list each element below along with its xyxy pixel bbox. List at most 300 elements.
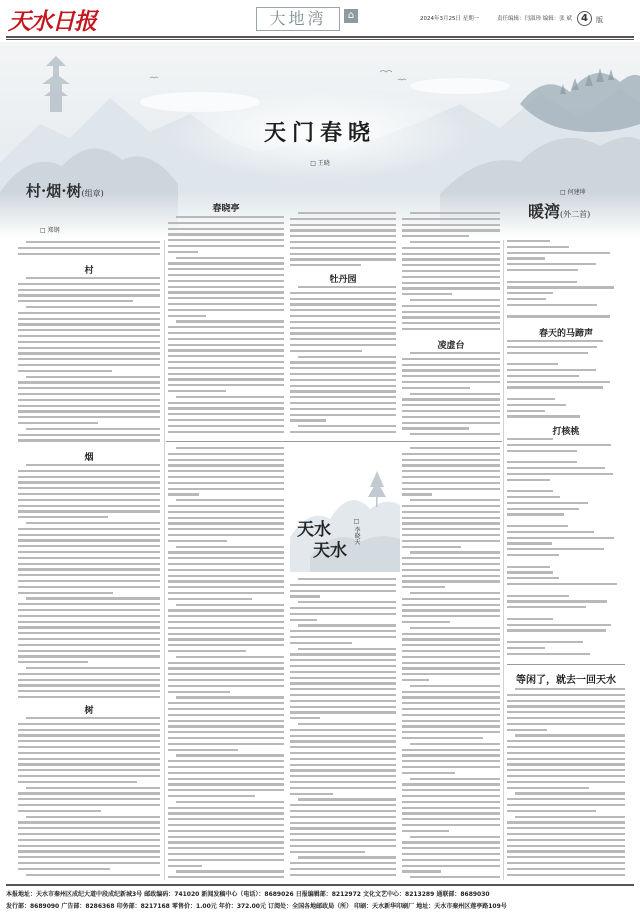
text-line — [402, 517, 500, 519]
text-line — [26, 874, 160, 876]
text-line — [507, 868, 625, 870]
text-line — [18, 644, 160, 646]
text-line — [18, 650, 160, 652]
text-line — [402, 662, 500, 664]
text-line — [402, 369, 500, 371]
text-line — [18, 696, 160, 698]
text-line — [298, 286, 396, 288]
body-text — [507, 688, 625, 880]
body-text — [18, 241, 160, 260]
text-line — [402, 282, 500, 284]
text-line — [507, 821, 625, 823]
text-line — [168, 592, 284, 594]
article-separator — [507, 664, 625, 665]
poems-title-text: 暖湾 — [528, 202, 561, 221]
text-line — [402, 731, 500, 733]
text-line — [290, 793, 333, 795]
text-line — [410, 352, 500, 354]
poems-author: □ 何建坤 — [560, 189, 586, 196]
text-line — [290, 845, 396, 847]
text-line — [402, 609, 500, 611]
text-line — [168, 413, 284, 415]
text-line — [176, 257, 284, 259]
text-line — [402, 696, 500, 698]
text-line — [168, 708, 284, 710]
text-line — [18, 632, 160, 634]
text-line — [290, 653, 396, 655]
text-line — [507, 548, 604, 550]
text-line — [168, 332, 284, 334]
text-line — [168, 280, 284, 282]
text-line — [507, 839, 625, 841]
text-line — [290, 224, 396, 226]
text-line — [290, 764, 396, 766]
text-line — [507, 850, 625, 852]
body-text — [18, 464, 160, 700]
text-line — [402, 270, 500, 272]
text-line — [515, 734, 625, 736]
text-line — [507, 641, 583, 643]
text-line — [168, 315, 206, 317]
right-bottom-article-title: 等闲了，就去一回天水 — [516, 675, 616, 686]
text-line — [290, 868, 396, 870]
text-line — [410, 551, 500, 553]
text-line — [507, 525, 568, 527]
text-line — [168, 575, 284, 577]
text-line — [18, 850, 160, 852]
text-line — [402, 812, 500, 814]
text-line — [290, 682, 396, 684]
text-line — [402, 575, 500, 577]
text-line — [176, 447, 284, 449]
text-line — [290, 804, 396, 806]
poems-title — [528, 199, 590, 222]
text-line — [168, 731, 284, 733]
text-line — [168, 528, 284, 530]
text-line — [168, 245, 284, 247]
text-line — [507, 490, 553, 492]
text-line — [168, 749, 238, 751]
text-line — [402, 247, 500, 249]
text-line — [402, 229, 500, 231]
text-line — [18, 655, 160, 657]
text-line — [402, 772, 455, 774]
text-line — [18, 856, 160, 858]
text-line — [507, 502, 588, 504]
text-line — [18, 839, 160, 841]
text-line — [18, 289, 160, 291]
text-line — [168, 505, 284, 507]
text-line — [402, 410, 500, 412]
text-line — [402, 708, 500, 710]
body-text — [290, 286, 396, 438]
text-line — [507, 531, 594, 533]
text-line — [18, 516, 108, 518]
text-line — [298, 723, 396, 725]
text-line — [290, 671, 396, 673]
text-line — [402, 679, 429, 681]
text-line — [290, 735, 396, 737]
text-line — [18, 493, 160, 495]
text-line — [176, 216, 284, 218]
text-line — [168, 297, 284, 299]
text-line — [402, 482, 500, 484]
text-line — [402, 422, 500, 424]
text-line — [290, 258, 396, 260]
article-separator — [166, 441, 502, 442]
text-line — [290, 229, 396, 231]
text-line — [290, 862, 396, 864]
text-line — [298, 356, 396, 358]
text-line — [290, 379, 396, 381]
text-line — [402, 667, 500, 669]
poem-heading: 春天的马蹄声 — [538, 329, 593, 339]
text-line — [168, 853, 284, 855]
text-line — [168, 303, 284, 305]
text-line — [18, 775, 160, 777]
text-line — [168, 361, 284, 363]
text-line — [507, 624, 611, 626]
text-line — [18, 729, 160, 731]
text-line — [402, 563, 500, 565]
text-line — [168, 557, 284, 559]
text-line — [168, 702, 284, 704]
text-line — [402, 638, 500, 640]
text-line — [26, 522, 160, 524]
text-line — [507, 537, 614, 539]
text-line — [402, 760, 500, 762]
text-line — [290, 332, 396, 334]
text-line — [290, 642, 352, 644]
text-line — [507, 369, 596, 371]
text-line — [402, 416, 500, 418]
text-line — [507, 473, 613, 475]
section-heading: 凌虚台 — [437, 341, 465, 351]
text-line — [402, 783, 500, 785]
middle-article-title-line2: 天水 — [313, 541, 347, 561]
text-line — [26, 667, 160, 669]
text-line — [168, 847, 284, 849]
text-line — [507, 298, 546, 300]
text-line — [410, 433, 500, 435]
text-line — [402, 511, 500, 513]
text-line — [18, 557, 160, 559]
text-line — [168, 407, 284, 409]
section-heading: 春晓亭 — [212, 204, 240, 214]
text-line — [168, 431, 284, 433]
text-line — [168, 390, 226, 392]
text-line — [26, 277, 160, 279]
text-line — [26, 376, 160, 378]
issue-date: 2024年3月25日 星期一 — [420, 16, 480, 22]
text-line — [507, 438, 553, 440]
text-line — [26, 787, 160, 789]
text-line — [402, 528, 500, 530]
section-heading: 牡丹园 — [329, 275, 357, 285]
footer-line-2: 发行部：8689090 广告部：8286368 印务部：8217168 零售价：1.00元 年价：372.00元 订阅处：全国各地邮政局（所） 印刷：天水新华印刷厂 地址：天水市秦州区莲亭路109号 — [6, 903, 507, 910]
text-line — [402, 488, 500, 490]
text-line — [168, 309, 284, 311]
text-line — [18, 505, 160, 507]
text-line — [507, 263, 596, 265]
text-line — [402, 604, 500, 606]
text-line — [507, 240, 550, 242]
text-line — [168, 644, 284, 646]
text-line — [18, 323, 160, 325]
text-line — [402, 853, 500, 855]
text-line — [168, 766, 284, 768]
text-line — [18, 283, 160, 285]
poem-text — [507, 438, 625, 660]
text-line — [507, 600, 607, 602]
text-line — [18, 545, 160, 547]
text-line — [18, 580, 160, 582]
text-line — [507, 729, 547, 731]
text-line — [402, 427, 469, 429]
text-line — [290, 584, 396, 586]
text-line — [402, 305, 500, 307]
text-line — [402, 789, 500, 791]
text-line — [290, 303, 396, 305]
text-line — [507, 461, 577, 463]
text-line — [402, 621, 450, 623]
text-line — [168, 482, 284, 484]
text-line — [168, 344, 284, 346]
text-line — [507, 346, 597, 348]
page-unit: 版 — [596, 16, 603, 24]
text-line — [507, 398, 555, 400]
text-line — [18, 487, 160, 489]
text-line — [290, 590, 396, 592]
text-line — [507, 758, 625, 760]
text-line — [290, 665, 396, 667]
text-line — [402, 586, 445, 588]
text-line — [168, 540, 227, 542]
text-line — [168, 262, 284, 264]
text-line — [290, 717, 320, 719]
text-line — [290, 758, 396, 760]
text-line — [26, 816, 160, 818]
text-line — [507, 746, 625, 748]
text-line — [402, 476, 500, 478]
poems-subtitle: (外二首) — [560, 210, 591, 219]
text-line — [298, 798, 396, 800]
text-line — [18, 752, 160, 754]
text-line — [168, 286, 284, 288]
text-line — [18, 247, 160, 249]
text-line — [402, 404, 500, 406]
section-name: 大地湾 — [256, 7, 340, 31]
text-line — [410, 592, 500, 594]
text-line — [402, 650, 500, 652]
text-line — [507, 862, 625, 864]
text-line — [26, 717, 160, 719]
text-line — [507, 375, 579, 377]
text-line — [290, 677, 396, 679]
text-line — [168, 239, 284, 241]
text-line — [18, 300, 133, 302]
text-line — [402, 720, 500, 722]
text-line — [168, 355, 284, 357]
poem-text — [507, 340, 625, 420]
text-line — [18, 393, 160, 395]
text-line — [18, 370, 112, 372]
text-line — [290, 711, 396, 713]
text-line — [176, 546, 284, 548]
body-text — [402, 352, 500, 438]
text-line — [290, 218, 396, 220]
text-line — [168, 743, 284, 745]
text-line — [507, 833, 625, 835]
text-line — [507, 595, 569, 597]
text-line — [515, 792, 625, 794]
text-line — [290, 315, 396, 317]
text-line — [168, 586, 284, 588]
text-line — [298, 578, 396, 580]
text-line — [507, 798, 625, 800]
body-text — [290, 212, 396, 268]
page-number: 4 — [577, 11, 592, 26]
text-line — [168, 783, 284, 785]
text-line — [176, 754, 284, 756]
text-line — [18, 833, 160, 835]
text-line — [168, 569, 284, 571]
text-line — [176, 656, 284, 658]
text-line — [18, 318, 160, 320]
text-line — [402, 766, 500, 768]
text-line — [402, 830, 449, 832]
text-line — [18, 470, 160, 472]
text-line — [290, 264, 361, 266]
text-line — [18, 568, 160, 570]
left-article-title — [26, 180, 104, 201]
text-line — [402, 870, 441, 872]
text-line — [507, 763, 625, 765]
text-line — [290, 247, 396, 249]
text-line — [168, 760, 284, 762]
text-line — [507, 363, 558, 365]
text-line — [168, 830, 284, 832]
text-line — [168, 551, 284, 553]
text-line — [298, 425, 396, 427]
text-line — [507, 513, 564, 515]
text-line — [402, 865, 500, 867]
text-line — [168, 291, 284, 293]
text-line — [507, 257, 545, 259]
text-line — [168, 621, 284, 623]
middle-article-author: □ 李晓天 — [353, 518, 360, 545]
text-line — [402, 459, 500, 461]
text-line — [26, 241, 160, 243]
text-line — [18, 539, 160, 541]
text-line — [507, 804, 625, 806]
text-line — [410, 393, 500, 395]
text-line — [402, 644, 500, 646]
body-text — [402, 212, 500, 334]
text-line — [507, 694, 625, 696]
text-line — [507, 410, 545, 412]
text-line — [18, 821, 160, 823]
text-line — [402, 847, 500, 849]
text-line — [18, 792, 160, 794]
section-heading: 烟 — [84, 453, 94, 463]
text-line — [507, 508, 579, 510]
text-line — [507, 566, 550, 568]
text-line — [290, 298, 396, 300]
text-line — [18, 499, 160, 501]
text-line — [507, 246, 569, 248]
text-line — [168, 598, 252, 600]
text-line — [290, 595, 320, 597]
text-line — [507, 450, 577, 452]
text-line — [26, 428, 160, 430]
text-line — [168, 685, 284, 687]
text-line — [168, 511, 284, 513]
text-line — [18, 769, 160, 771]
text-line — [402, 375, 500, 377]
text-line — [168, 522, 284, 524]
text-line — [18, 862, 160, 864]
text-line — [176, 499, 284, 501]
text-line — [290, 694, 396, 696]
text-line — [402, 387, 470, 389]
text-line — [168, 470, 284, 472]
text-line — [290, 827, 396, 829]
text-line — [18, 381, 160, 383]
text-line — [18, 810, 101, 812]
text-line — [290, 292, 396, 294]
text-line — [410, 241, 500, 243]
text-line — [515, 688, 625, 690]
text-line — [18, 358, 160, 360]
text-line — [402, 287, 500, 289]
text-line — [298, 601, 396, 603]
body-text — [402, 447, 500, 880]
text-line — [507, 286, 614, 288]
text-line — [168, 338, 284, 340]
text-line — [402, 534, 500, 536]
text-line — [290, 396, 396, 398]
text-line — [507, 647, 545, 649]
text-line — [507, 577, 559, 579]
text-line — [168, 778, 284, 780]
text-line — [290, 338, 396, 340]
text-line — [18, 734, 160, 736]
text-line — [168, 459, 284, 461]
text-line — [176, 320, 284, 322]
text-line — [290, 833, 396, 835]
text-line — [290, 253, 396, 255]
text-line — [18, 746, 160, 748]
text-line — [18, 603, 160, 605]
text-line — [176, 604, 284, 606]
poem-heading: 打核桃 — [552, 427, 580, 437]
text-line — [410, 685, 500, 687]
text-line — [168, 876, 284, 878]
text-line — [410, 627, 500, 629]
text-line — [290, 636, 396, 638]
text-line — [290, 752, 396, 754]
text-line — [18, 364, 160, 366]
text-line — [507, 874, 625, 876]
text-line — [290, 414, 396, 416]
text-line — [18, 335, 160, 337]
text-line — [290, 816, 396, 818]
text-line — [18, 387, 160, 389]
text-line — [290, 729, 396, 731]
text-line — [290, 706, 396, 708]
text-line — [168, 818, 284, 820]
